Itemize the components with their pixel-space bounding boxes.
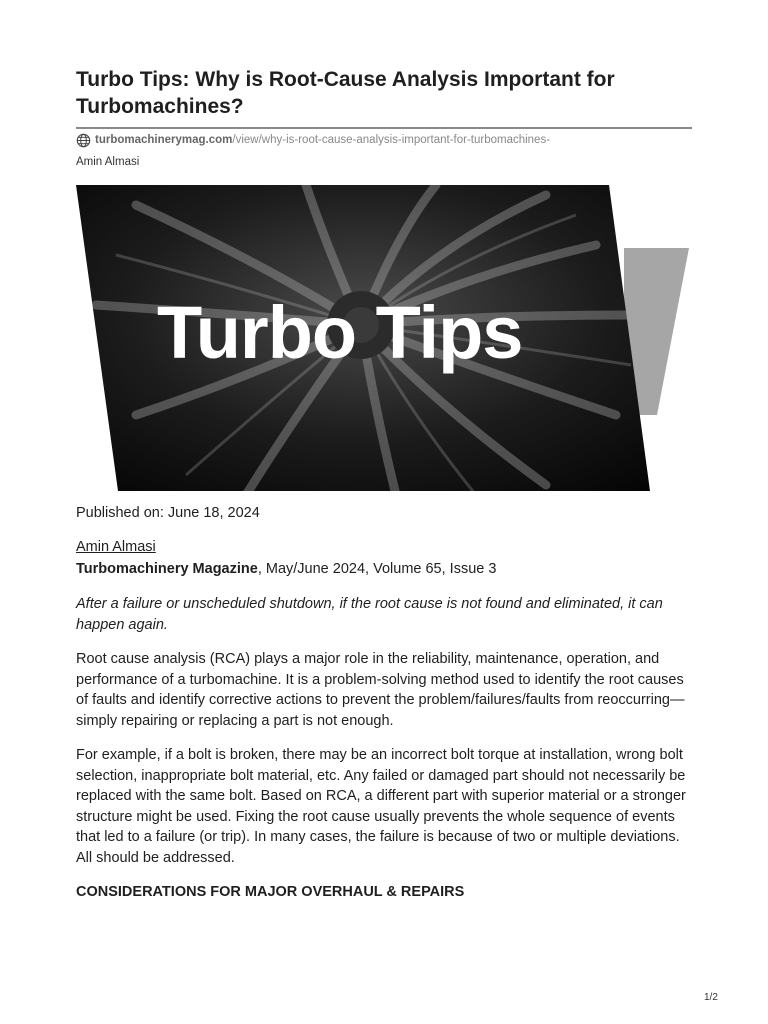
magazine-name: Turbomachinery Magazine <box>76 561 258 577</box>
source-domain: turbomachinerymag.com <box>95 134 233 146</box>
page-number: 1/2 <box>704 992 718 1003</box>
section-heading: CONSIDERATIONS FOR MAJOR OVERHAUL & REPAIRS <box>76 884 465 900</box>
hero-image <box>76 185 692 491</box>
hero-title: Turbo Tips <box>157 291 523 374</box>
article-title: Turbo Tips: Why is Root-Cause Analysis Important for Turbomachines? <box>76 68 615 118</box>
body-paragraph: For example, if a bolt is broken, there may be an incorrect bolt torque at installation, wrong bolt selection, inappropriate bolt material, etc. Any failed or damaged part should not necessarily be replaced with the same bolt. Based on RCA, a different part with superior material or a stronger structure might be used. Fixing the root cause usually prevents the whole sequence of events that led to a failure (or trip). In many cases, the failure is because of two or multiple deviations. All should be addressed. <box>76 747 686 866</box>
globe-icon <box>76 133 91 148</box>
title-divider <box>76 127 692 129</box>
article-lede: After a failure or unscheduled shutdown, if the root cause is not found and eliminated, it can happen again. <box>76 596 663 633</box>
byline: Amin Almasi <box>76 156 140 168</box>
body-paragraph: Root cause analysis (RCA) plays a major role in the reliability, maintenance, operation, and performance of a turbomachine. It is a problem-solving method used to identify the root causes of faults and identify corrective actions to prevent the problem/failures/faults from reoccurring—simply repairing or replacing a part is not enough. <box>76 651 685 729</box>
source-path: /view/why-is-root-cause-analysis-important-for-turbomachines- <box>232 134 551 146</box>
magazine-info <box>76 561 496 577</box>
published-date: Published on: June 18, 2024 <box>76 505 260 521</box>
magazine-issue: , May/June 2024, Volume 65, Issue 3 <box>257 561 497 577</box>
source-url[interactable] <box>76 132 550 148</box>
author-link[interactable]: Amin Almasi <box>76 539 156 555</box>
